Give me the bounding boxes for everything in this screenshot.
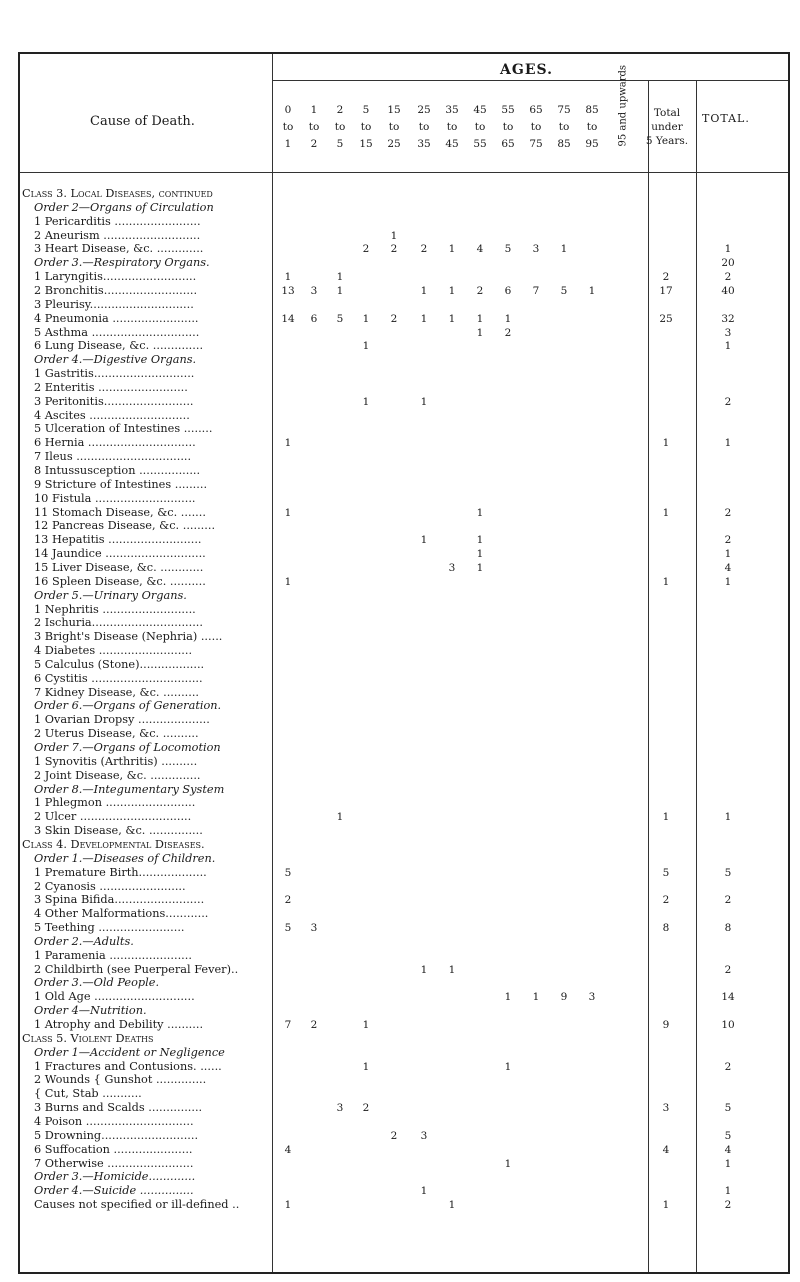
death-count-cell: 1 xyxy=(662,506,670,519)
cause-label: 5 Teething ........................ xyxy=(34,921,185,935)
cause-label: 6 Hernia .............................. xyxy=(34,436,196,450)
cause-label: 11 Stomach Disease, &c. ....... xyxy=(34,505,206,519)
cause-label: 4 Diabetes .......................... xyxy=(34,644,193,658)
death-count-cell: 3 xyxy=(724,326,732,339)
cause-label: 7 Ileus ................................ xyxy=(34,450,192,464)
cause-label: 1 Gastritis............................ xyxy=(34,367,195,381)
death-count-cell: 3 xyxy=(310,922,318,935)
cause-label: 6 Suffocation ...................... xyxy=(34,1142,193,1156)
cause-label: Causes not specified or ill-defined .. xyxy=(34,1198,240,1212)
cause-label: Order 3.—Homicide............. xyxy=(34,1170,196,1184)
death-count-cell: 4 xyxy=(724,561,732,574)
death-count-cell: 3 xyxy=(448,561,456,574)
death-count-cell: 6 xyxy=(310,312,318,325)
cause-label: 2 Enteritis ......................... xyxy=(34,380,188,394)
age-column-header: 75 to 85 xyxy=(557,104,571,150)
cause-label: 1 Phlegmon ......................... xyxy=(34,796,196,810)
cause-label: 9 Stricture of Intestines ......... xyxy=(34,477,208,491)
death-count-cell: 2 xyxy=(724,963,732,976)
cause-label: 2 Joint Disease, &c. .............. xyxy=(34,768,201,782)
cause-label: Order 4.—Digestive Organs. xyxy=(34,353,197,367)
death-count-cell: 1 xyxy=(662,575,670,588)
death-count-cell: 5 xyxy=(724,1102,732,1115)
death-count-cell: 1 xyxy=(336,811,344,824)
death-count-cell: 5 xyxy=(284,922,292,935)
death-count-cell: 7 xyxy=(284,1019,292,1031)
death-count-cell: 13 xyxy=(281,284,295,297)
death-count-cell: 9 xyxy=(662,1019,670,1031)
total-header: TOTAL. xyxy=(702,112,750,125)
death-count-cell: 2 xyxy=(662,894,670,907)
death-count-cell: 1 xyxy=(504,1157,512,1170)
death-count-cell: 1 xyxy=(420,312,428,325)
age-column-header: 55 to 65 xyxy=(501,104,515,150)
death-count-cell: 5 xyxy=(724,1129,732,1142)
cause-label: 1 Laryngitis.......................... xyxy=(34,270,197,284)
cause-label: 1 Old Age ............................ xyxy=(34,990,195,1004)
death-count-cell: 1 xyxy=(420,963,428,976)
death-count-cell: 3 xyxy=(532,243,540,256)
death-count-cell: 1 xyxy=(724,811,732,824)
death-count-cell: 1 xyxy=(362,340,370,353)
cause-label: Order 8.—Integumentary System xyxy=(34,782,225,796)
cause-label: 2 Ulcer ............................... xyxy=(34,810,192,824)
cause-label: 1 Paramenia ....................... xyxy=(34,948,192,962)
death-count-cell: 25 xyxy=(659,312,673,325)
cause-label: Order 4—Nutrition. xyxy=(34,1004,147,1018)
death-count-cell: 1 xyxy=(724,1185,732,1198)
age-column-header: 25 to 35 xyxy=(417,104,431,150)
death-count-cell: 1 xyxy=(476,534,484,547)
cause-label: 4 Other Malformations............ xyxy=(34,907,209,921)
cause-label: Order 1.—Diseases of Children. xyxy=(34,851,216,865)
cause-label: 14 Jaundice ............................ xyxy=(34,547,206,561)
death-count-cell: 1 xyxy=(362,1060,370,1073)
cause-label: 2 Uterus Disease, &c. .......... xyxy=(34,727,199,741)
death-count-cell: 5 xyxy=(284,866,292,879)
death-count-cell: 2 xyxy=(420,243,428,256)
death-count-cell: 1 xyxy=(476,312,484,325)
cause-label: Order 2.—Adults. xyxy=(34,934,134,948)
cause-label: 4 Ascites ............................ xyxy=(34,408,190,422)
death-count-cell: 5 xyxy=(560,284,568,297)
death-count-cell: 20 xyxy=(721,257,735,270)
death-count-cell: 2 xyxy=(476,284,484,297)
death-count-cell: 1 xyxy=(284,271,292,284)
death-count-cell: 3 xyxy=(420,1129,428,1142)
cause-label: 1 Ovarian Dropsy .................... xyxy=(34,713,210,727)
age-column-header: 35 to 45 xyxy=(445,104,459,150)
age-column-header: 45 to 55 xyxy=(473,104,487,150)
ages-header-rule xyxy=(272,80,788,81)
cause-label: 7 Otherwise ........................ xyxy=(34,1156,194,1170)
death-count-cell: 1 xyxy=(420,395,428,408)
header-bottom-rule xyxy=(20,172,788,173)
death-count-cell: 17 xyxy=(659,284,673,297)
cause-label: 6 Cystitis ............................... xyxy=(34,671,203,685)
age-column-header: 85 to 95 xyxy=(585,104,599,150)
death-count-cell: 1 xyxy=(420,1185,428,1198)
cause-label: 2 Childbirth (see Puerperal Fever).. xyxy=(34,962,239,976)
death-count-cell: 2 xyxy=(662,271,670,284)
death-count-cell: 1 xyxy=(390,229,398,242)
cause-label: 3 Bright's Disease (Nephria) ...... xyxy=(34,630,223,644)
death-count-cell: 1 xyxy=(362,395,370,408)
cause-label: 8 Intussusception ................. xyxy=(34,464,201,477)
death-count-cell: 1 xyxy=(476,561,484,574)
age-column-header: 2 to 5 xyxy=(334,104,346,150)
death-count-cell: 5 xyxy=(504,243,512,256)
cause-label: 2 Bronchitis.......................... xyxy=(34,283,198,297)
cause-label: 6 Lung Disease, &c. .............. xyxy=(34,339,204,353)
death-count-cell: 14 xyxy=(281,312,295,325)
death-count-cell: 1 xyxy=(284,1199,292,1212)
death-count-cell: 2 xyxy=(390,1129,398,1142)
death-count-cell: 1 xyxy=(724,340,732,353)
death-count-cell: 1 xyxy=(724,437,732,450)
death-count-cell: 5 xyxy=(724,866,732,879)
death-count-cell: 1 xyxy=(336,271,344,284)
death-count-cell: 1 xyxy=(662,811,670,824)
cause-label: 5 Asthma .............................. xyxy=(34,325,200,339)
age-column-header: 15 to 25 xyxy=(387,104,401,150)
death-count-cell: 1 xyxy=(476,326,484,339)
death-count-cell: 3 xyxy=(336,1102,344,1115)
cause-label: 3 Pleurisy............................. xyxy=(34,297,194,311)
death-count-cell: 1 xyxy=(336,284,344,297)
death-count-cell: 1 xyxy=(504,991,512,1004)
cause-label: 10 Fistula ............................ xyxy=(34,491,196,505)
cause-label: 7 Kidney Disease, &c. .......... xyxy=(34,685,200,699)
cause-label: Order 3.—Old People. xyxy=(34,976,160,990)
death-count-cell: 2 xyxy=(724,395,732,408)
cause-label: Order 4.—Suicide ............... xyxy=(34,1184,194,1198)
cause-label: 3 Skin Disease, &c. ............... xyxy=(34,824,203,838)
death-count-cell: 1 xyxy=(448,1199,456,1212)
death-count-cell: 2 xyxy=(310,1019,318,1031)
death-count-cell: 5 xyxy=(662,866,670,879)
cause-title: Cause of Death. xyxy=(90,114,195,129)
death-count-cell: 1 xyxy=(588,284,596,297)
death-count-cell: 1 xyxy=(420,534,428,547)
death-count-cell: 2 xyxy=(362,1102,370,1115)
age-column-header: 0 to 1 xyxy=(282,104,294,150)
death-count-cell: 2 xyxy=(724,271,732,284)
cause-label: 3 Heart Disease, &c. ............. xyxy=(34,242,204,256)
death-count-cell: 1 xyxy=(476,506,484,519)
death-count-cell: 40 xyxy=(721,284,735,297)
death-count-cell: 10 xyxy=(721,1019,735,1031)
death-count-cell: 9 xyxy=(560,991,568,1004)
death-count-cell: 6 xyxy=(504,284,512,297)
death-count-cell: 1 xyxy=(448,284,456,297)
cause-label: 2 Wounds { Gunshot .............. xyxy=(34,1073,207,1087)
cause-label: 1 Synovitis (Arthritis) .......... xyxy=(34,754,198,768)
death-count-cell: 1 xyxy=(504,1060,512,1073)
death-count-cell: 4 xyxy=(662,1143,670,1156)
cause-label: Order 2—Organs of Circulation xyxy=(34,200,214,214)
death-count-cell: 1 xyxy=(448,243,456,256)
death-count-cell: 2 xyxy=(362,243,370,256)
cause-label: 3 Peritonitis......................... xyxy=(34,394,194,408)
age-column-header-95-up: 95 and upwards xyxy=(617,64,629,147)
death-count-cell: 2 xyxy=(724,534,732,547)
cause-label: 1 Pericarditis ........................ xyxy=(34,214,201,228)
death-count-cell: 1 xyxy=(662,1199,670,1212)
death-count-cell: 2 xyxy=(724,1199,732,1212)
death-count-cell: 1 xyxy=(448,312,456,325)
death-count-cell: 1 xyxy=(532,991,540,1004)
death-count-cell: 3 xyxy=(662,1102,670,1115)
cause-row xyxy=(20,1197,792,1213)
death-count-cell: 2 xyxy=(284,894,292,907)
death-count-cell: 7 xyxy=(532,284,540,297)
cause-label: Class 5. Violent Deaths xyxy=(22,1031,154,1045)
cause-label: Order 1—Accident or Negligence xyxy=(34,1045,225,1059)
cause-label: 2 Ischuria............................... xyxy=(34,616,203,630)
cause-label: 5 Calculus (Stone).................. xyxy=(34,657,205,671)
death-count-cell: 2 xyxy=(390,312,398,325)
cause-label: { Cut, Stab ........... xyxy=(34,1087,142,1101)
cause-label: 12 Pancreas Disease, &c. ......... xyxy=(34,519,216,533)
death-count-cell: 4 xyxy=(476,243,484,256)
cause-label: 1 Premature Birth................... xyxy=(34,865,207,879)
cause-label: 13 Hepatitis .......................... xyxy=(34,533,202,547)
death-count-cell: 1 xyxy=(560,243,568,256)
age-column-header: 5 to 15 xyxy=(359,104,373,150)
mortality-table xyxy=(18,52,790,1274)
cause-label: 16 Spleen Disease, &c. .......... xyxy=(34,574,206,588)
ages-title: AGES. xyxy=(500,62,553,78)
death-count-cell: 2 xyxy=(390,243,398,256)
cause-label: Order 6.—Organs of Generation. xyxy=(34,699,222,713)
death-count-cell: 8 xyxy=(724,922,732,935)
death-count-cell: 4 xyxy=(284,1143,292,1156)
death-count-cell: 1 xyxy=(362,312,370,325)
age-column-header: 65 to 75 xyxy=(529,104,543,150)
death-count-cell: 3 xyxy=(588,991,596,1004)
cause-label: 4 Poison .............................. xyxy=(34,1114,194,1128)
death-count-cell: 1 xyxy=(420,284,428,297)
death-count-cell: 1 xyxy=(724,1157,732,1170)
cause-label: Order 7.—Organs of Locomotion xyxy=(34,741,221,754)
death-count-cell: 1 xyxy=(476,548,484,561)
death-count-cell: 8 xyxy=(662,922,670,935)
cause-label: 1 Atrophy and Debility .......... xyxy=(34,1018,204,1031)
death-count-cell: 1 xyxy=(724,548,732,561)
cause-label: 3 Spina Bifida......................... xyxy=(34,893,205,907)
death-count-cell: 1 xyxy=(284,506,292,519)
death-count-cell: 4 xyxy=(724,1143,732,1156)
cause-label: 1 Fractures and Contusions. ...... xyxy=(34,1059,222,1073)
total-under-5-header: Total under 5 Years. xyxy=(645,107,689,147)
cause-label: 5 Drowning........................... xyxy=(34,1128,199,1142)
death-count-cell: 1 xyxy=(504,312,512,325)
cause-label: 4 Pneumonia ........................ xyxy=(34,311,199,325)
death-count-cell: 2 xyxy=(504,326,512,339)
age-column-header: 1 to 2 xyxy=(308,104,320,150)
cause-label: 2 Cyanosis ........................ xyxy=(34,879,186,893)
death-count-cell: 14 xyxy=(721,991,735,1004)
death-count-cell: 5 xyxy=(336,312,344,325)
death-count-cell: 32 xyxy=(721,312,735,325)
death-count-cell: 1 xyxy=(284,437,292,450)
cause-label: 2 Aneurism ........................... xyxy=(34,228,201,242)
cause-label: 1 Nephritis .......................... xyxy=(34,602,196,616)
cause-label: 3 Burns and Scalds ............... xyxy=(34,1101,203,1115)
cause-label: Class 3. Local Diseases, continued xyxy=(22,187,213,200)
death-count-cell: 1 xyxy=(284,575,292,588)
cause-label: Order 5.—Urinary Organs. xyxy=(34,588,187,602)
death-count-cell: 1 xyxy=(724,575,732,588)
death-count-cell: 1 xyxy=(724,243,732,256)
death-count-cell: 2 xyxy=(724,1060,732,1073)
cause-label: Order 3.—Respiratory Organs. xyxy=(34,256,210,270)
death-count-cell: 1 xyxy=(362,1019,370,1031)
cause-label: 5 Ulceration of Intestines ........ xyxy=(34,422,213,436)
cause-label: Class 4. Developmental Diseases. xyxy=(22,837,205,851)
death-count-cell: 1 xyxy=(448,963,456,976)
cause-label: 15 Liver Disease, &c. ............ xyxy=(34,560,204,574)
death-count-cell: 2 xyxy=(724,894,732,907)
death-count-cell: 1 xyxy=(662,437,670,450)
death-count-cell: 2 xyxy=(724,506,732,519)
death-count-cell: 3 xyxy=(310,284,318,297)
